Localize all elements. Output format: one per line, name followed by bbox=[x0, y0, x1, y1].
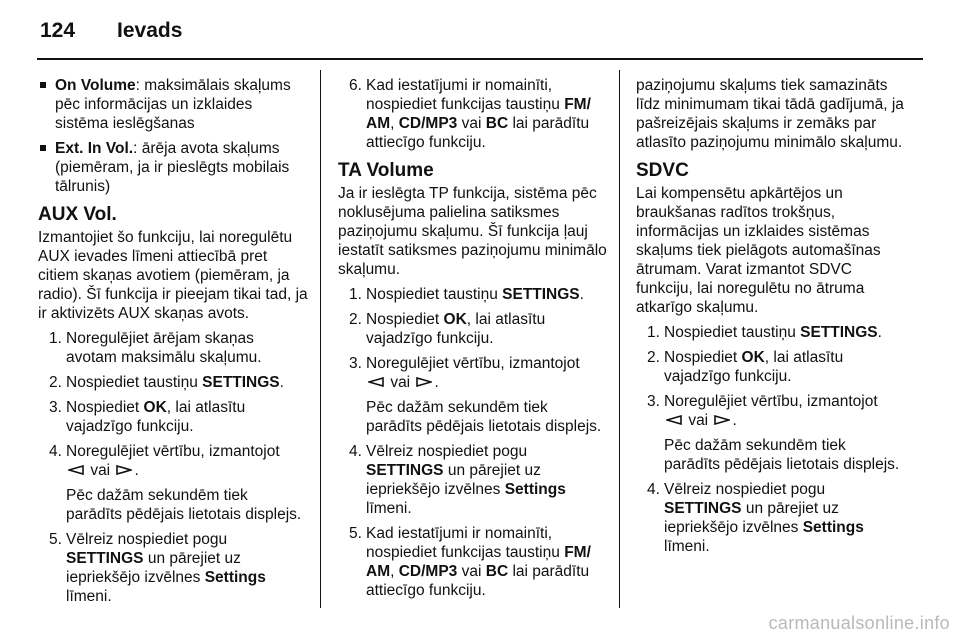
sdvc-steps bbox=[636, 323, 906, 556]
settings-key: SETTINGS bbox=[366, 462, 444, 479]
ta-volume-intro: Ja ir ieslēgta TP funkcija, sistēma pēc noklusējuma palielina satiksmes paziņojumu skaļumu. Šī funkcija ļauj iestatīt satiksmes paziņojumu minimālo skaļumu. bbox=[338, 185, 607, 278]
bullet-on-volume: On Volume: maksimālais skaļums pēc informācijas un izklaides sistēma ieslēgšanas bbox=[38, 76, 308, 133]
settings-key: SETTINGS bbox=[202, 374, 280, 391]
step-note: Pēc dažām sekundēm tiek parādīts pēdējais lietotais displejs. bbox=[66, 487, 302, 523]
list-item: 5. Kad iestatījumi ir nomainīti, nospiediet funkcijas taustiņu FM/ AM, CD/MP3 vai BC lai parādītu attiecīgo funkciju. bbox=[349, 525, 591, 599]
column-2 bbox=[338, 76, 608, 606]
triangle-left-icon bbox=[66, 461, 86, 480]
list-item: 3. Noregulējiet vērtību, izmantojot vai . Pēc dažām sekundēm tiek parādīts pēdējais lietotais displejs. bbox=[338, 354, 608, 436]
settings-key: SETTINGS bbox=[66, 550, 144, 567]
header-rule bbox=[37, 58, 923, 60]
settings-key: SETTINGS bbox=[800, 324, 878, 341]
settings-menu: Settings bbox=[802, 519, 864, 536]
triangle-right-icon bbox=[414, 373, 434, 392]
list-item: 6. Kad iestatījumi ir nomainīti, nospiediet funkcijas taustiņu FM/ AM, CD/MP3 vai BC lai parādītu attiecīgo funkciju. bbox=[349, 77, 591, 151]
list-item: 2. Nospiediet OK, lai atlasītu vajadzīgo funkciju. bbox=[647, 349, 844, 385]
fm-am-key: FM/ AM bbox=[366, 96, 591, 132]
bullet-ext-in-vol: Ext. In Vol.: ārēja avota skaļums (piemēram, ja ir pieslēgts mobilais tālrunis) bbox=[38, 139, 308, 196]
definition: maksimālais skaļums pēc informācijas un izklaides sistēma ieslēgšanas bbox=[55, 77, 291, 132]
settings-key: SETTINGS bbox=[502, 286, 580, 303]
bullet-square-icon bbox=[40, 82, 46, 88]
aux-vol-intro: Izmantojiet šo funkciju, lai noregulētu AUX ievades līmeni attiecībā pret citiem skaņas avotiem (piemēram, ja radio). Šī funkcija ir pieejam tikai tad, ja ir aktivizēts AUX skaņas avots. bbox=[38, 229, 308, 322]
triangle-right-icon bbox=[114, 461, 134, 480]
section-title: Ievads bbox=[117, 19, 183, 42]
settings-menu: Settings bbox=[204, 569, 266, 586]
page-number: 124 bbox=[40, 19, 76, 42]
watermark: carmanualsonline.info bbox=[768, 613, 950, 633]
list-item: 3. Nospiediet OK, lai atlasītu vajadzīgo funkciju. bbox=[49, 399, 246, 435]
step-note: Pēc dažām sekundēm tiek parādīts pēdējais lietotais displejs. bbox=[366, 399, 602, 435]
definition: ārēja avota skaļums (piemēram, ja ir pieslēgts mobilais tālrunis) bbox=[55, 140, 290, 195]
term: Ext. In Vol. bbox=[55, 140, 134, 157]
column-3 bbox=[636, 76, 906, 562]
list-item: 1. Nospiediet taustiņu SETTINGS. bbox=[349, 286, 584, 303]
list-item: 2. Nospiediet OK, lai atlasītu vajadzīgo funkciju. bbox=[349, 311, 546, 347]
bullet-square-icon bbox=[40, 145, 46, 151]
triangle-left-icon bbox=[366, 373, 386, 392]
list-item: 1. Nospiediet taustiņu SETTINGS. bbox=[647, 324, 882, 341]
ta-volume-continued: paziņojumu skaļums tiek samazināts līdz minimumam tikai tādā gadījumā, ja pašreizējais skaļums ir zemāks par atlasīto paziņojumu minimālo skaļumu. bbox=[636, 77, 904, 151]
list-item: 1. Noregulējiet ārējam skaņas avotam maksimālu skaļumu. bbox=[49, 330, 262, 366]
ok-key: OK bbox=[143, 399, 167, 416]
list-item: 4. Noregulējiet vērtību, izmantojot vai . Pēc dažām sekundēm tiek parādīts pēdējais lietotais displejs. bbox=[38, 442, 308, 524]
step-note: Pēc dažām sekundēm tiek parādīts pēdējais lietotais displejs. bbox=[664, 437, 900, 473]
column-divider-2 bbox=[619, 70, 620, 608]
settings-menu: Settings bbox=[504, 481, 566, 498]
bc-key: BC bbox=[485, 563, 509, 580]
list-item: 5. Vēlreiz nospiediet pogu SETTINGS un pārejiet uz iepriekšējo izvēlnes Settings līmeni. bbox=[49, 531, 266, 605]
settings-key: SETTINGS bbox=[664, 500, 742, 517]
page-header bbox=[0, 0, 960, 58]
aux-vol-heading: AUX Vol. bbox=[38, 204, 117, 225]
sdvc-intro: Lai kompensētu apkārtējos un braukšanas radītos trokšņus, informācijas un izklaides sistēmas skaļums tiek pielāgots automašīnas ātrumam. Varat izmantot SDVC funkciju, lai noregulētu no ātruma atkarīgo skaļumu. bbox=[636, 185, 881, 316]
fm-am-key: FM/ AM bbox=[366, 544, 591, 580]
triangle-right-icon bbox=[712, 411, 732, 430]
term: On Volume bbox=[55, 77, 136, 94]
ok-key: OK bbox=[443, 311, 467, 328]
triangle-left-icon bbox=[664, 411, 684, 430]
ta-volume-heading: TA Volume bbox=[338, 160, 434, 181]
column-divider-1 bbox=[320, 70, 321, 608]
column-1 bbox=[38, 76, 308, 612]
list-item: 4. Vēlreiz nospiediet pogu SETTINGS un pārejiet uz iepriekšējo izvēlnes Settings līmeni. bbox=[349, 443, 566, 517]
sdvc-heading: SDVC bbox=[636, 160, 689, 181]
list-item: 4. Vēlreiz nospiediet pogu SETTINGS un pārejiet uz iepriekšējo izvēlnes Settings līmeni. bbox=[647, 481, 864, 555]
cd-mp3-key: CD/MP3 bbox=[398, 115, 458, 132]
ok-key: OK bbox=[741, 349, 765, 366]
aux-vol-steps bbox=[38, 329, 308, 606]
list-item: 3. Noregulējiet vērtību, izmantojot vai . Pēc dažām sekundēm tiek parādīts pēdējais lietotais displejs. bbox=[636, 392, 906, 474]
bc-key: BC bbox=[485, 115, 509, 132]
aux-vol-steps-cont bbox=[338, 76, 608, 152]
list-item: 2. Nospiediet taustiņu SETTINGS. bbox=[49, 374, 284, 391]
ta-volume-steps bbox=[338, 285, 608, 600]
cd-mp3-key: CD/MP3 bbox=[398, 563, 458, 580]
